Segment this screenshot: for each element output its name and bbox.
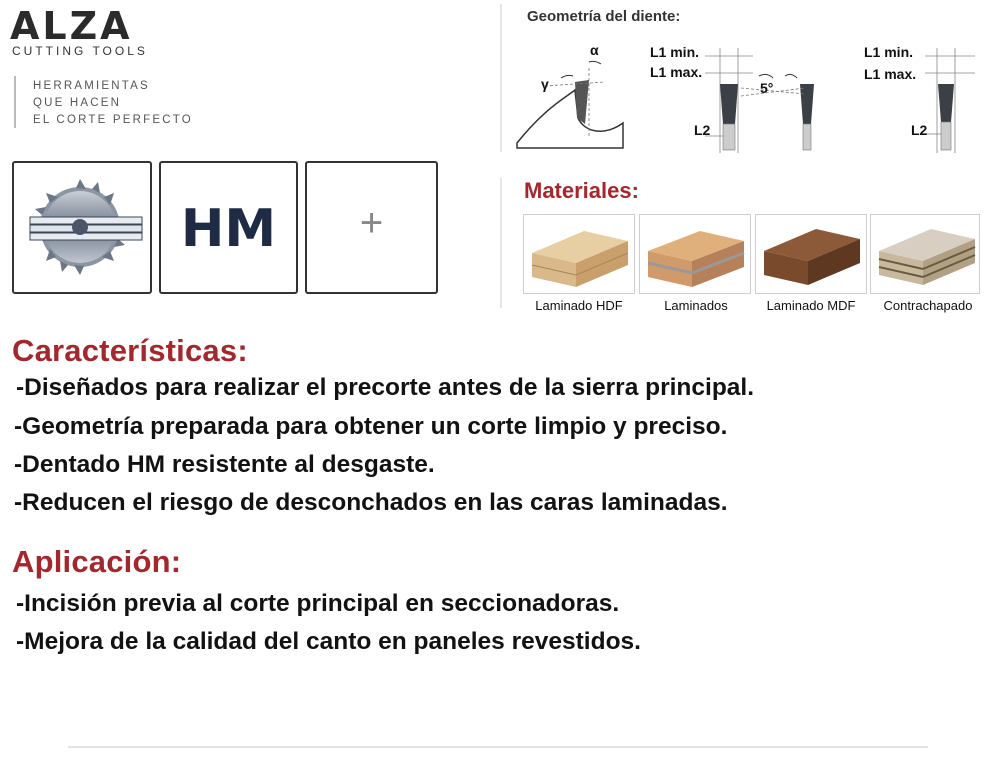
saw-blade-icon — [14, 163, 150, 292]
caracteristica-line: -Reducen el riesgo de desconchados en las caras laminadas. — [14, 489, 728, 516]
caracteristica-line: -Dentado HM resistente al desgaste. — [14, 451, 435, 478]
plus-icon: + — [359, 201, 384, 245]
slogan-divider — [14, 76, 16, 128]
l1-max-label-b: L1 max. — [864, 66, 917, 82]
caracteristica-line: -Geometría preparada para obtener un corte limpio y preciso. — [14, 413, 728, 440]
caracteristicas-title: Características: — [12, 333, 248, 368]
l2-label: L2 — [694, 122, 711, 138]
alpha-label: α — [590, 42, 599, 58]
hm-label: HM — [180, 199, 277, 259]
material-label: Contrachapado — [883, 298, 973, 313]
brand-subtitle: CUTTING TOOLS — [12, 44, 148, 58]
l1-min-label: L1 min. — [650, 44, 700, 60]
slogan-line: EL CORTE PERFECTO — [33, 114, 193, 126]
material-card-laminados — [639, 214, 751, 294]
slogan-line: HERRAMIENTAS — [33, 80, 150, 92]
materials-title: Materiales: — [524, 178, 639, 203]
wood-swatch-icon — [524, 215, 634, 293]
panel-divider — [500, 178, 502, 308]
material-card-contrachapado — [870, 214, 980, 294]
bottom-divider — [68, 746, 928, 748]
material-label: Laminado MDF — [766, 298, 856, 313]
wood-swatch-icon — [640, 215, 750, 293]
hm-box — [159, 161, 298, 294]
l1-max-label: L1 max. — [650, 64, 703, 80]
caracteristica-line: -Diseñados para realizar el precorte antes de la sierra principal. — [16, 374, 755, 401]
gamma-label: γ — [541, 76, 549, 92]
panel-divider — [500, 4, 502, 152]
aplicacion-title: Aplicación: — [12, 544, 182, 579]
geometry-title: Geometría del diente: — [527, 8, 681, 25]
material-card-hdf — [523, 214, 635, 294]
aplicacion-line: -Mejora de la calidad del canto en paneles revestidos. — [16, 628, 641, 655]
brand-logo: ALZA — [10, 4, 133, 48]
slogan-line: QUE HACEN — [33, 97, 122, 109]
angle-label: 5° — [760, 80, 774, 96]
aplicacion-line: -Incisión previa al corte principal en seccionadoras. — [16, 590, 620, 617]
material-card-mdf — [755, 214, 867, 294]
material-label: Laminados — [664, 298, 728, 313]
wood-swatch-icon — [756, 215, 866, 293]
material-label: Laminado HDF — [535, 298, 623, 313]
saw-blade-box — [12, 161, 152, 294]
wood-swatch-icon — [871, 215, 979, 293]
plus-box — [305, 161, 438, 294]
l2-label-b: L2 — [911, 122, 928, 138]
l1-min-label-b: L1 min. — [864, 44, 914, 60]
